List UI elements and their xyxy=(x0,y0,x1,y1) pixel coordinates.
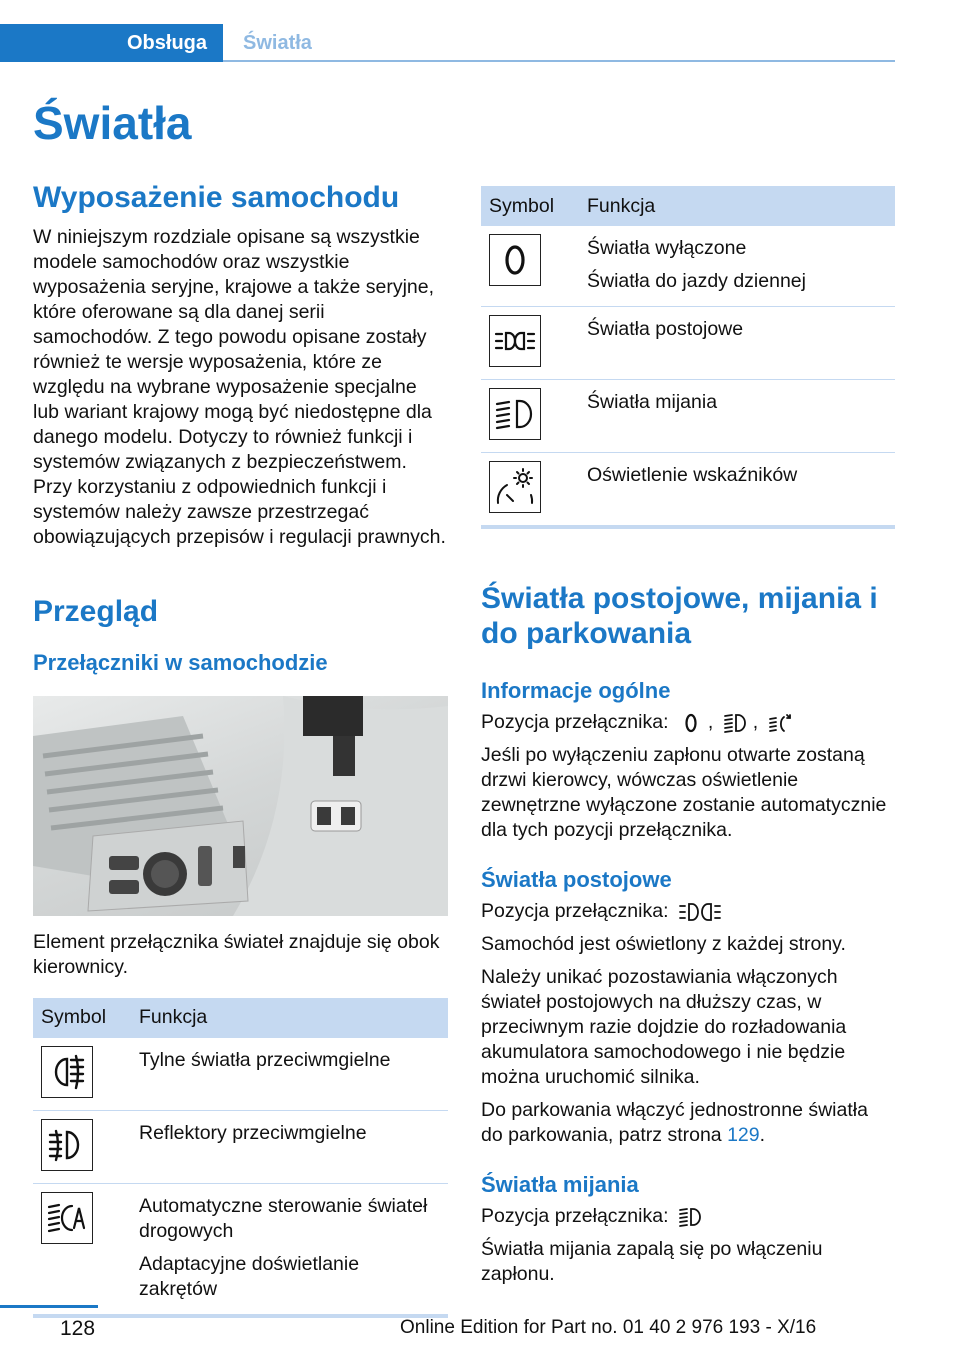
parking-paragraph-3 xyxy=(481,1098,895,1148)
parking-paragraph-3-text: Do parkowania włączyć jednostronne światła do parkowania, patrz strona xyxy=(481,1098,868,1146)
table-row xyxy=(481,226,895,307)
function-text: Światła wyłączone xyxy=(587,237,747,259)
intro-paragraph: W niniejszym rozdziale opisane są wszystkie modele samochodów oraz wszystkie wyposażenia seryjne, krajowe a także seryjne, które oferowane są dla danej serii samochodów. Z tego powodu opisane zostały również te wersje wyposażenia, które ze względu na wybrane wyposażenie specjalne lub wariant krajowy mogą być niedostępne dla danego modelu. Dotyczy to również funkcji i systemów związanych z bezpieczeństwem. Przy korzystaniu z odpowiednich funkcji i systemów należy zawsze przestrzegać obowiązujących przepisów i regulacji prawnych. xyxy=(33,226,446,549)
tab-swiatla[interactable]: Światła xyxy=(243,31,312,54)
col-function-header: Funkcja xyxy=(131,998,448,1038)
rear-fog-light-icon xyxy=(41,1046,93,1098)
lowbeam-paragraph: Światła mijania zapalą się po włączeniu zapłonu. xyxy=(481,1237,823,1285)
low-beam-icon xyxy=(723,711,749,735)
lights-off-icon xyxy=(678,711,704,735)
separator: , xyxy=(752,710,759,733)
section-title-equipment: Wyposażenie samochodu xyxy=(33,181,400,214)
table-row xyxy=(33,1183,448,1316)
edition-footer: Online Edition for Part no. 01 40 2 976 193 - X/16 xyxy=(400,1317,817,1338)
table-row xyxy=(481,307,895,380)
page-title: Światła xyxy=(33,97,192,149)
period: . xyxy=(759,1123,766,1146)
auto-headlight-icon xyxy=(768,711,794,735)
subsection-title-low-beam: Światła mijania xyxy=(481,1171,639,1197)
general-position-line xyxy=(481,710,895,735)
right-symbol-table xyxy=(481,186,895,529)
low-beam-icon xyxy=(489,388,541,440)
table-row xyxy=(33,1110,448,1183)
table-row xyxy=(33,1038,448,1111)
col-symbol-header: Symbol xyxy=(481,186,579,226)
section-title-overview: Przegląd xyxy=(33,595,159,629)
parking-position-line xyxy=(481,899,895,924)
col-symbol-header: Symbol xyxy=(33,998,131,1038)
low-beam-icon xyxy=(678,1205,704,1229)
left-symbol-table xyxy=(33,998,448,1318)
position-label: Pozycja przełącznika: xyxy=(481,899,669,922)
position-label: Pozycja przełącznika: xyxy=(481,710,669,733)
subsection-title-general: Informacje ogólne xyxy=(481,677,671,703)
function-text: Światła mijania xyxy=(587,391,718,413)
photo-caption: Element przełącznika świateł znajduje się obok kierownicy. xyxy=(33,930,440,978)
page-number: 128 xyxy=(60,1317,96,1340)
instrument-lighting-icon xyxy=(489,461,541,513)
parking-light-icon xyxy=(489,315,541,367)
page-link-129[interactable]: 129 xyxy=(727,1123,760,1146)
general-paragraph: Jeśli po wyłączeniu zapłonu otwarte zostaną drzwi kierowcy, wówczas oświetlenie zewnętrzne wyłączone zostanie automatycznie dla tych pozycji przełącznika. xyxy=(481,743,887,841)
subsection-title-parking: Światła postojowe xyxy=(481,866,672,892)
function-text: Automatyczne sterowanie świateł drogowych xyxy=(139,1194,428,1242)
function-text: Reflektory przeciwmgielne xyxy=(139,1121,367,1144)
tab-obsluga[interactable]: Obsługa xyxy=(0,24,223,62)
front-fog-light-icon xyxy=(41,1119,93,1171)
subsection-title-switches: Przełączniki w samochodzie xyxy=(33,649,328,675)
lights-off-icon xyxy=(489,234,541,286)
left-column xyxy=(33,180,448,1318)
header-bar xyxy=(0,0,960,62)
light-switch-photo xyxy=(33,696,448,916)
auto-headlight-icon xyxy=(41,1192,93,1244)
right-column xyxy=(481,186,895,1287)
header-divider xyxy=(223,60,895,62)
lowbeam-position-line xyxy=(481,1204,895,1229)
col-function-header: Funkcja xyxy=(579,186,895,226)
parking-light-icon xyxy=(678,900,722,924)
function-text: Światła postojowe xyxy=(587,318,744,340)
footer-divider xyxy=(0,1305,98,1308)
section-title-parking-low-beam: Światła postojowe, mijania i do parkowania xyxy=(481,582,878,651)
parking-paragraph-2: Należy unikać pozostawiania włączonych świateł postojowych na dłuższy czas, w przeciwnym razie dojdzie do rozładowania akumulatora samochodowego i nie będzie można uruchomić silnika. xyxy=(481,965,847,1088)
separator: , xyxy=(707,710,714,733)
table-row xyxy=(481,380,895,453)
function-text: Oświetlenie wskaźników xyxy=(587,464,798,486)
table-row xyxy=(481,453,895,528)
position-label: Pozycja przełącznika: xyxy=(481,1204,669,1227)
function-text: Adaptacyjne doświetlanie zakrętów xyxy=(139,1252,360,1300)
function-text: Światła do jazdy dziennej xyxy=(587,270,806,292)
parking-paragraph-1: Samochód jest oświetlony z każdej strony. xyxy=(481,932,846,955)
function-text: Tylne światła przeciwmgielne xyxy=(139,1048,391,1071)
